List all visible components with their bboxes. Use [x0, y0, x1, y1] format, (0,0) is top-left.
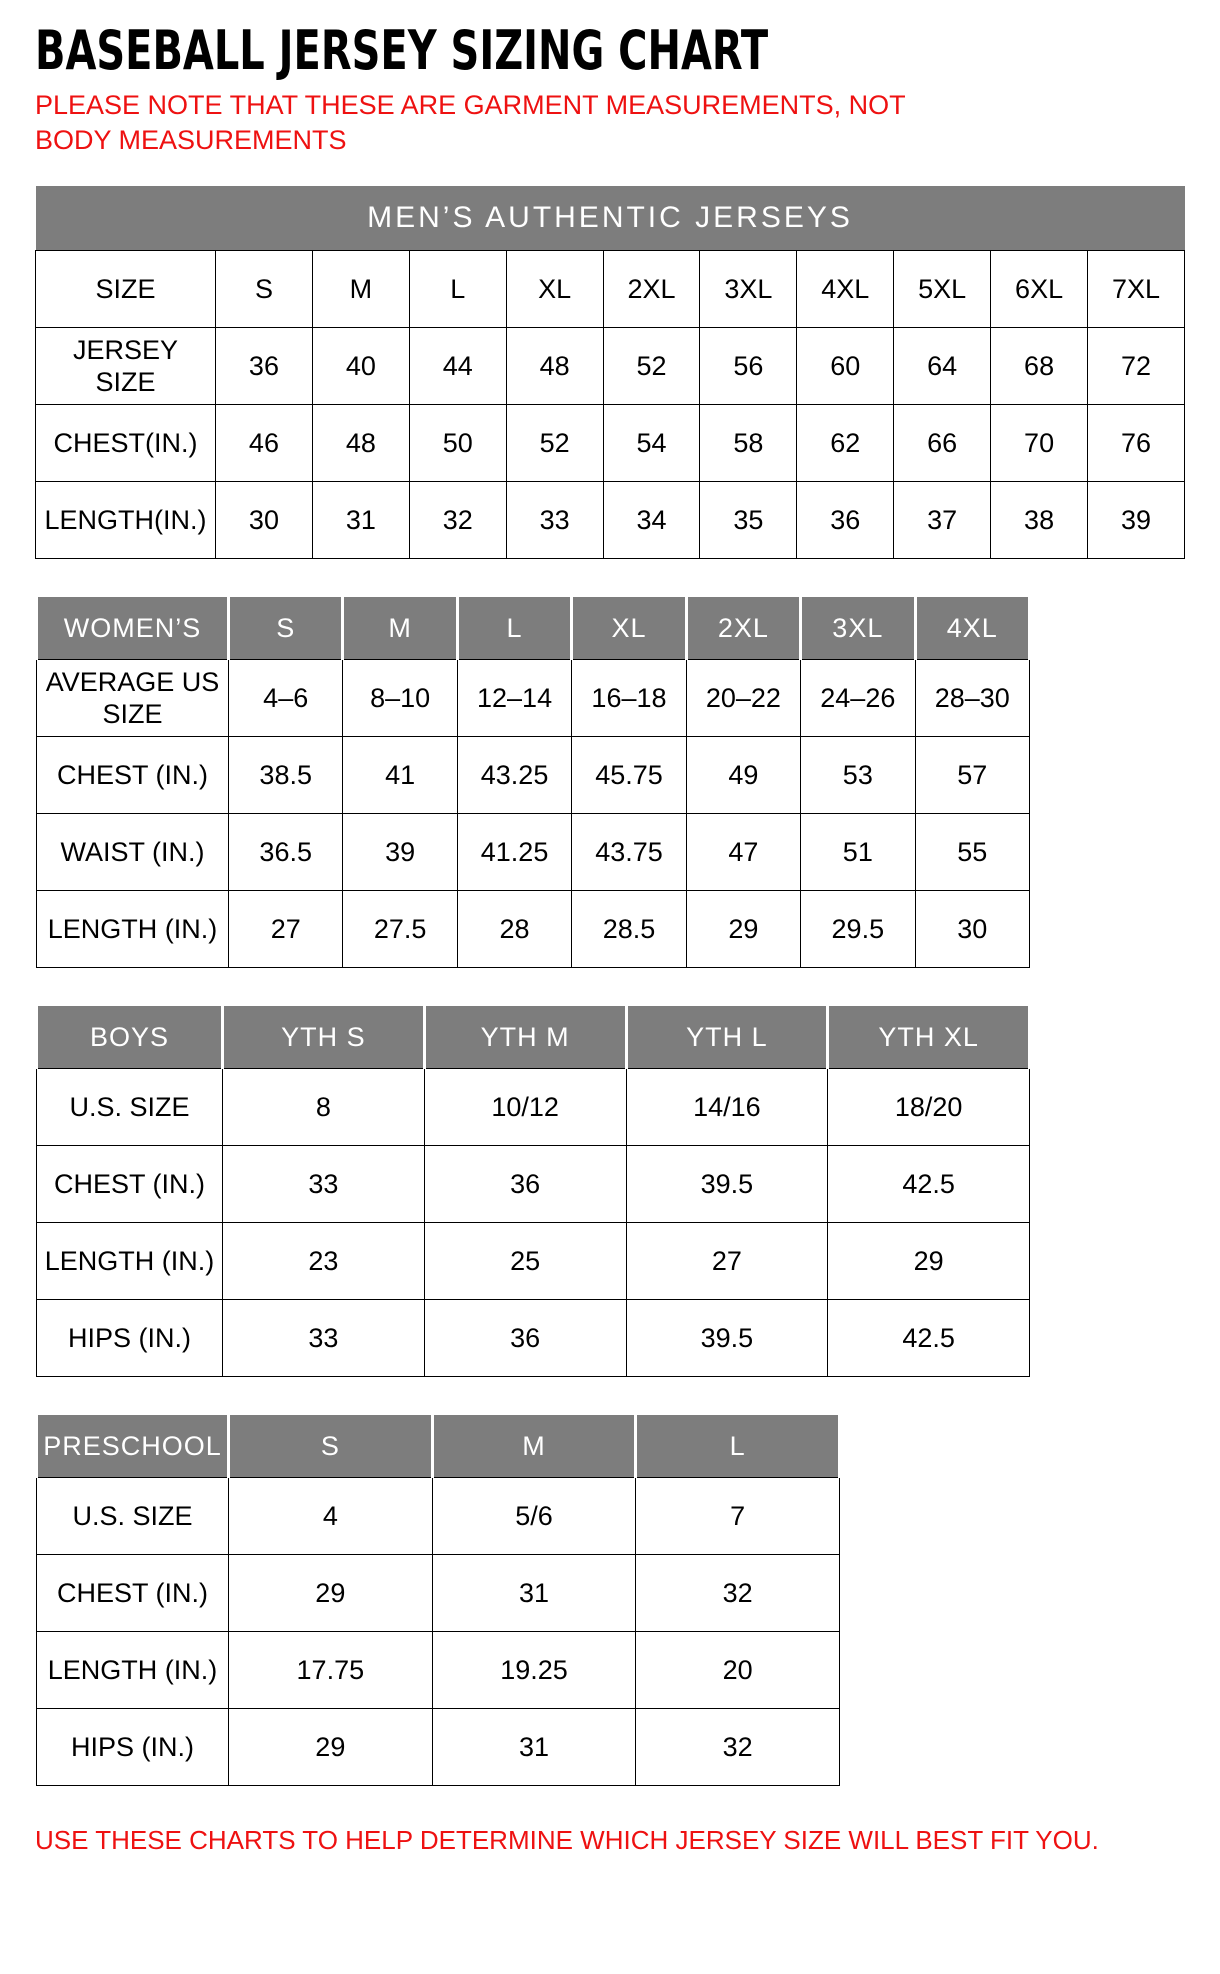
value-cell: 27.5 — [343, 891, 457, 968]
table-row — [36, 251, 1185, 328]
value-cell: 8 — [223, 1069, 425, 1146]
preschool-sizing-table — [35, 1415, 841, 1786]
row-label: CHEST (IN.) — [37, 1555, 229, 1632]
value-cell: 5/6 — [432, 1478, 636, 1555]
value-cell: 12–14 — [457, 660, 571, 737]
value-cell: 4XL — [797, 251, 894, 328]
value-cell: 72 — [1088, 328, 1185, 405]
size-header-cell: 4XL — [915, 597, 1029, 660]
value-cell: 30 — [216, 482, 313, 559]
boys-sizing-table-section — [35, 1006, 1185, 1377]
value-cell: 29.5 — [801, 891, 915, 968]
value-cell: 25 — [424, 1223, 626, 1300]
value-cell: 45.75 — [572, 737, 686, 814]
value-cell: 43.25 — [457, 737, 571, 814]
boys-header-label: BOYS — [37, 1006, 223, 1069]
value-cell: 33 — [223, 1300, 425, 1377]
fit-advice-note: USE THESE CHARTS TO HELP DETERMINE WHICH JERSEY SIZE WILL BEST FIT YOU. — [35, 1825, 1099, 1856]
value-cell: 2XL — [603, 251, 700, 328]
value-cell: 64 — [894, 328, 991, 405]
table-row — [37, 1709, 840, 1786]
value-cell: 27 — [229, 891, 343, 968]
value-cell: 52 — [506, 405, 603, 482]
value-cell: 7XL — [1088, 251, 1185, 328]
value-cell: 48 — [312, 405, 409, 482]
table-row — [37, 1300, 1030, 1377]
value-cell: 4 — [229, 1478, 433, 1555]
row-label: CHEST (IN.) — [37, 737, 229, 814]
size-header-cell: M — [343, 597, 457, 660]
value-cell: 17.75 — [229, 1632, 433, 1709]
value-cell: 60 — [797, 328, 894, 405]
value-cell: 24–26 — [801, 660, 915, 737]
value-cell: 58 — [700, 405, 797, 482]
value-cell: 8–10 — [343, 660, 457, 737]
value-cell: XL — [506, 251, 603, 328]
value-cell: 29 — [686, 891, 800, 968]
value-cell: 40 — [312, 328, 409, 405]
value-cell: 4–6 — [229, 660, 343, 737]
value-cell: 29 — [229, 1709, 433, 1786]
value-cell: 27 — [626, 1223, 828, 1300]
value-cell: 68 — [991, 328, 1088, 405]
value-cell: 54 — [603, 405, 700, 482]
value-cell: 50 — [409, 405, 506, 482]
value-cell: 33 — [506, 482, 603, 559]
value-cell: 31 — [432, 1709, 636, 1786]
value-cell: 39.5 — [626, 1146, 828, 1223]
value-cell: 36 — [797, 482, 894, 559]
value-cell: 39.5 — [626, 1300, 828, 1377]
value-cell: 36.5 — [229, 814, 343, 891]
value-cell: 39 — [1088, 482, 1185, 559]
value-cell: 66 — [894, 405, 991, 482]
mens-table-banner: MEN’S AUTHENTIC JERSEYS — [36, 186, 1185, 251]
table-row — [36, 482, 1185, 559]
table-row — [37, 814, 1030, 891]
row-label: JERSEY SIZE — [36, 328, 216, 405]
value-cell: 36 — [216, 328, 313, 405]
table-row — [37, 891, 1030, 968]
value-cell: 55 — [915, 814, 1029, 891]
row-label: CHEST(IN.) — [36, 405, 216, 482]
row-label: WAIST (IN.) — [37, 814, 229, 891]
preschool-header-label: PRESCHOOL — [37, 1415, 229, 1478]
size-header-cell: L — [636, 1415, 840, 1478]
table-row — [36, 328, 1185, 405]
size-header-cell: 2XL — [686, 597, 800, 660]
table-row — [37, 1555, 840, 1632]
boys-sizing-table — [35, 1006, 1031, 1377]
value-cell: 37 — [894, 482, 991, 559]
table-row — [37, 1146, 1030, 1223]
row-label: HIPS (IN.) — [37, 1709, 229, 1786]
value-cell: 53 — [801, 737, 915, 814]
mens-sizing-table-section — [35, 186, 1185, 559]
value-cell: 36 — [424, 1146, 626, 1223]
value-cell: 14/16 — [626, 1069, 828, 1146]
value-cell: 39 — [343, 814, 457, 891]
womens-sizing-table — [35, 597, 1031, 968]
value-cell: 18/20 — [828, 1069, 1030, 1146]
value-cell: 42.5 — [828, 1300, 1030, 1377]
row-label: CHEST (IN.) — [37, 1146, 223, 1223]
table-row — [37, 1632, 840, 1709]
value-cell: 31 — [312, 482, 409, 559]
value-cell: 56 — [700, 328, 797, 405]
row-label: HIPS (IN.) — [37, 1300, 223, 1377]
size-header-cell: M — [432, 1415, 636, 1478]
value-cell: 6XL — [991, 251, 1088, 328]
value-cell: 47 — [686, 814, 800, 891]
row-label: AVERAGE US SIZE — [37, 660, 229, 737]
value-cell: 35 — [700, 482, 797, 559]
value-cell: 3XL — [700, 251, 797, 328]
mens-sizing-table — [35, 186, 1185, 559]
value-cell: 32 — [636, 1709, 840, 1786]
value-cell: 29 — [828, 1223, 1030, 1300]
row-label: LENGTH(IN.) — [36, 482, 216, 559]
value-cell: 76 — [1088, 405, 1185, 482]
row-label: LENGTH (IN.) — [37, 891, 229, 968]
value-cell: 10/12 — [424, 1069, 626, 1146]
table-row — [37, 660, 1030, 737]
value-cell: M — [312, 251, 409, 328]
value-cell: 38 — [991, 482, 1088, 559]
row-label: U.S. SIZE — [37, 1069, 223, 1146]
row-label: U.S. SIZE — [37, 1478, 229, 1555]
value-cell: 46 — [216, 405, 313, 482]
table-row — [36, 405, 1185, 482]
value-cell: 42.5 — [828, 1146, 1030, 1223]
page-title: BASEBALL JERSEY SIZING CHART — [35, 19, 769, 82]
value-cell: 28 — [457, 891, 571, 968]
value-cell: 19.25 — [432, 1632, 636, 1709]
womens-sizing-table-section — [35, 597, 1185, 968]
value-cell: S — [216, 251, 313, 328]
value-cell: 16–18 — [572, 660, 686, 737]
size-header-cell: 3XL — [801, 597, 915, 660]
size-header-cell: YTH L — [626, 1006, 828, 1069]
value-cell: 20–22 — [686, 660, 800, 737]
value-cell: 7 — [636, 1478, 840, 1555]
value-cell: 32 — [409, 482, 506, 559]
size-header-cell: S — [229, 597, 343, 660]
value-cell: 31 — [432, 1555, 636, 1632]
row-label: LENGTH (IN.) — [37, 1223, 223, 1300]
value-cell: 36 — [424, 1300, 626, 1377]
preschool-sizing-table-section — [35, 1415, 1185, 1786]
value-cell: 70 — [991, 405, 1088, 482]
value-cell: 41 — [343, 737, 457, 814]
table-row — [37, 1478, 840, 1555]
value-cell: L — [409, 251, 506, 328]
value-cell: 41.25 — [457, 814, 571, 891]
size-header-cell: L — [457, 597, 571, 660]
value-cell: 20 — [636, 1632, 840, 1709]
value-cell: 43.75 — [572, 814, 686, 891]
value-cell: 23 — [223, 1223, 425, 1300]
value-cell: 57 — [915, 737, 1029, 814]
table-row — [37, 737, 1030, 814]
value-cell: 33 — [223, 1146, 425, 1223]
garment-measurement-note: PLEASE NOTE THAT THESE ARE GARMENT MEASUREMENTS, NOT BODY MEASUREMENTS — [35, 90, 906, 156]
size-header-cell: YTH XL — [828, 1006, 1030, 1069]
value-cell: 28.5 — [572, 891, 686, 968]
value-cell: 38.5 — [229, 737, 343, 814]
value-cell: 5XL — [894, 251, 991, 328]
value-cell: 44 — [409, 328, 506, 405]
row-label: LENGTH (IN.) — [37, 1632, 229, 1709]
row-label: SIZE — [36, 251, 216, 328]
value-cell: 30 — [915, 891, 1029, 968]
table-row — [37, 1223, 1030, 1300]
value-cell: 62 — [797, 405, 894, 482]
table-row — [37, 1069, 1030, 1146]
value-cell: 49 — [686, 737, 800, 814]
womens-header-label: WOMEN’S — [37, 597, 229, 660]
value-cell: 52 — [603, 328, 700, 405]
value-cell: 32 — [636, 1555, 840, 1632]
size-header-cell: XL — [572, 597, 686, 660]
value-cell: 28–30 — [915, 660, 1029, 737]
size-header-cell: YTH M — [424, 1006, 626, 1069]
size-header-cell: S — [229, 1415, 433, 1478]
value-cell: 29 — [229, 1555, 433, 1632]
value-cell: 34 — [603, 482, 700, 559]
value-cell: 48 — [506, 328, 603, 405]
size-header-cell: YTH S — [223, 1006, 425, 1069]
value-cell: 51 — [801, 814, 915, 891]
